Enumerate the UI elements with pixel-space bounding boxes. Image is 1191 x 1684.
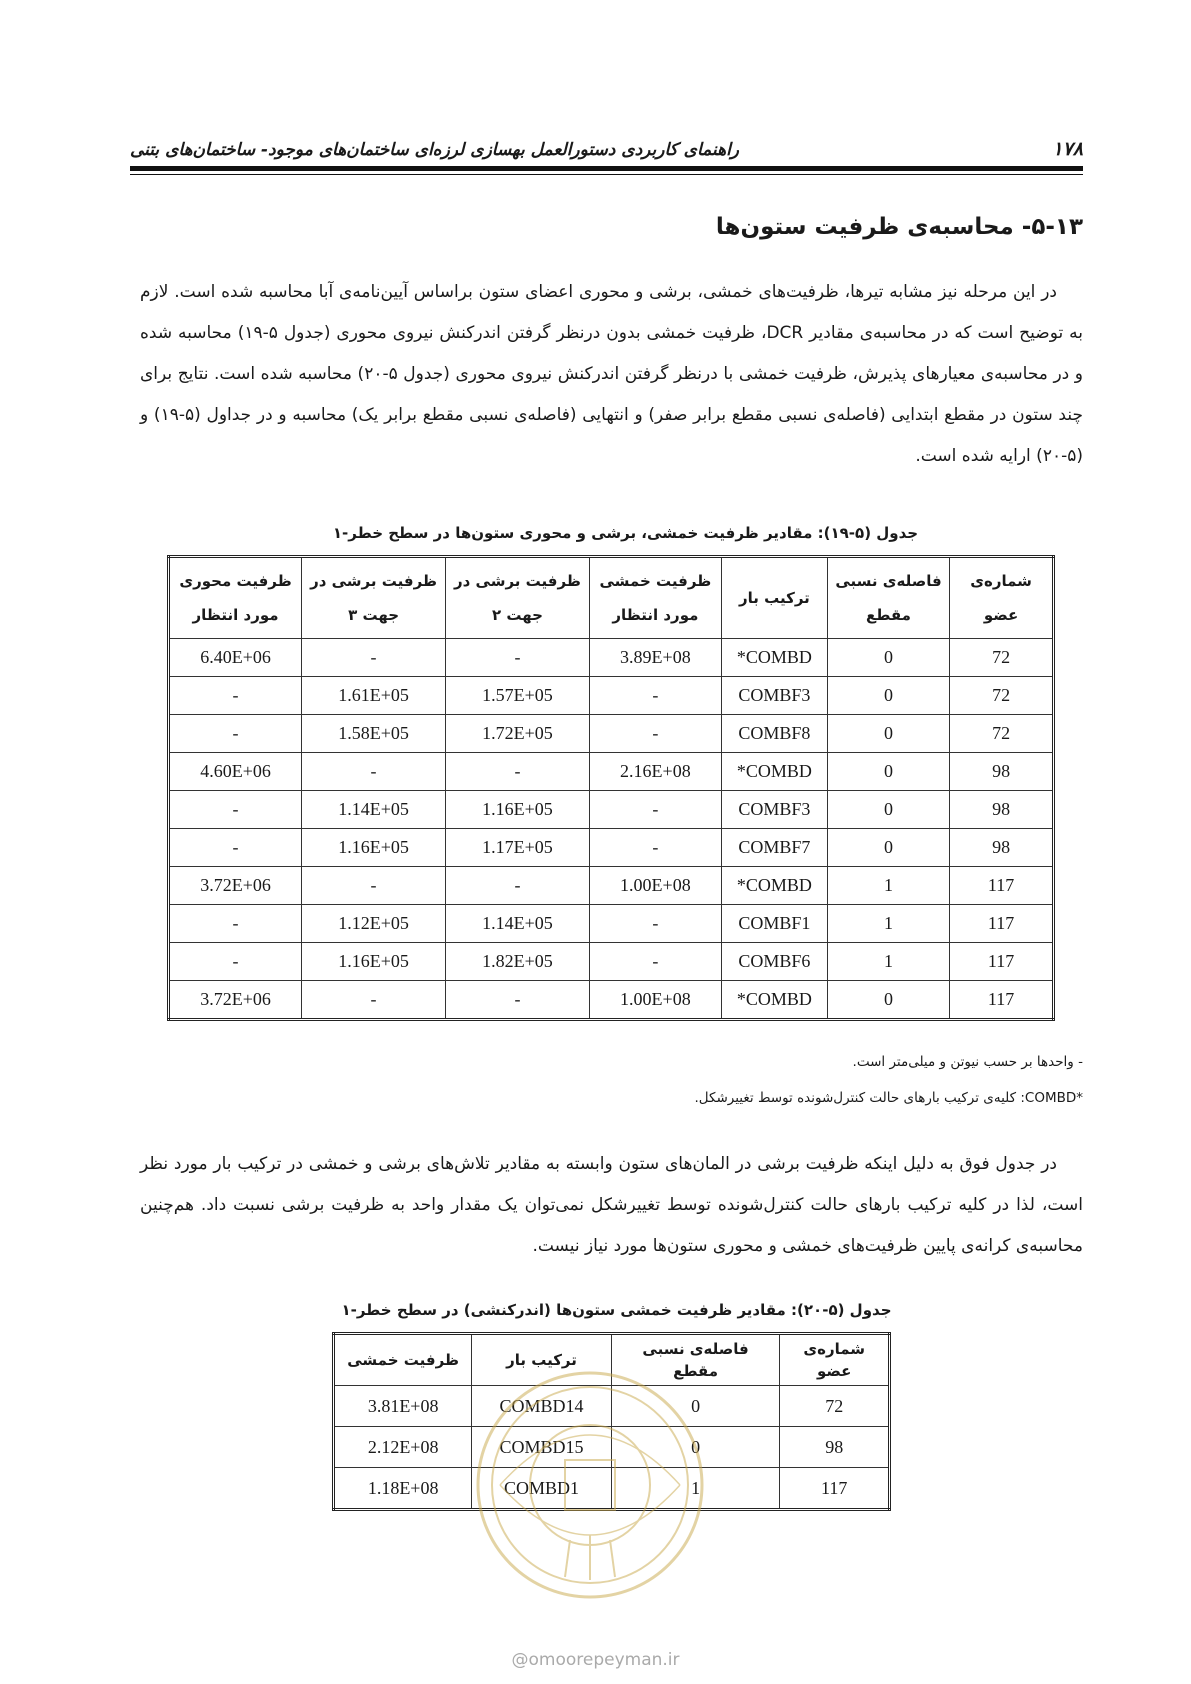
cell-member: 72 (950, 639, 1054, 677)
cell-member: 117 (950, 867, 1054, 905)
cell-shear2: - (446, 639, 590, 677)
cell-flexural: - (589, 677, 721, 715)
cell-shear2: 1.72E+05 (446, 715, 590, 753)
paragraph-explanation: در جدول فوق به دلیل اینکه ظرفیت برشی در المان‌های ستون وابسته به مقادیر تلاش‌های برشی و خمشی در ترکیب بار مورد نظر است، لذا در کلیه ترکیب بارهای حالت کنترل‌شونده توسط تغییرشکل نمی‌توان یک مقدار واحد به ظرفیت برشی نسبت داد. هم‌چنین محاسبه‌ی کرانه‌ی پایین ظرفیت‌های خمشی و محوری ستون‌ها مورد نیاز نیست. (140, 1154, 1083, 1256)
cell-combo: COMBF1 (721, 905, 827, 943)
cell-shear3: 1.14E+05 (302, 791, 446, 829)
cell-flexural: 3.81E+08 (334, 1386, 472, 1427)
cell-distance: 0 (827, 639, 949, 677)
table-row (169, 791, 1054, 829)
cell-shear2: 1.17E+05 (446, 829, 590, 867)
cell-axial: 4.60E+06 (169, 753, 302, 791)
table-row (334, 1427, 890, 1468)
cell-combo: COMBD* (721, 753, 827, 791)
cell-distance: 0 (827, 829, 949, 867)
cell-member: 72 (950, 677, 1054, 715)
cell-axial: 3.72E+06 (169, 981, 302, 1020)
cell-axial: 6.40E+06 (169, 639, 302, 677)
cell-distance: 0 (611, 1427, 780, 1468)
column-capacity-table (167, 555, 1055, 1021)
header-combo: ترکیب بار (721, 557, 827, 639)
cell-combo: COMBD* (721, 639, 827, 677)
cell-combo: COMBD15 (472, 1427, 611, 1468)
cell-combo: COMBF3 (721, 677, 827, 715)
cell-member: 72 (950, 715, 1054, 753)
header-member: شماره‌ی عضو (950, 557, 1054, 639)
table-row (169, 829, 1054, 867)
cell-combo: COMBF8 (721, 715, 827, 753)
cell-shear3: 1.58E+05 (302, 715, 446, 753)
table-row (334, 1386, 890, 1427)
cell-shear3: - (302, 981, 446, 1020)
table1-note-units: - واحدها بر حسب نیوتن و میلی‌متر است. (852, 1054, 1083, 1070)
cell-axial: - (169, 905, 302, 943)
cell-flexural: - (589, 943, 721, 981)
footer-website-text: omoorepeyman.ir (528, 1650, 680, 1670)
cell-member: 117 (950, 905, 1054, 943)
table-row (169, 715, 1054, 753)
table-row (169, 639, 1054, 677)
header-distance: فاصله‌ی نسبی مقطع (827, 557, 949, 639)
cell-axial: - (169, 791, 302, 829)
table2-caption: جدول (۵-۲۰): مقادیر ظرفیت خمشی ستون‌ها (اندرکنشی) در سطح خطر-۱ (341, 1301, 892, 1319)
cell-flexural: - (589, 829, 721, 867)
cell-combo: COMBD14 (472, 1386, 611, 1427)
page-header (130, 120, 1083, 160)
table-header-row (169, 557, 1054, 639)
cell-shear3: 1.61E+05 (302, 677, 446, 715)
cell-member: 72 (780, 1386, 890, 1427)
table-row (169, 677, 1054, 715)
cell-distance: 0 (611, 1386, 780, 1427)
table1-note-combd: *COMBD: کلیه‌ی ترکیب بارهای حالت کنترل‌شونده توسط تغییرشکل. (694, 1090, 1083, 1106)
table-row (169, 867, 1054, 905)
table-row (169, 943, 1054, 981)
table-row (169, 905, 1054, 943)
header-rule-thick (130, 166, 1083, 171)
cell-distance: 0 (827, 715, 949, 753)
header-rule-thin (130, 174, 1083, 175)
cell-combo: COMBD1 (472, 1468, 611, 1510)
table1-caption: جدول (۵-۱۹): مقادیر ظرفیت خمشی، برشی و محوری ستون‌ها در سطح خطر-۱ (332, 524, 919, 542)
cell-shear3: 1.16E+05 (302, 943, 446, 981)
cell-axial: - (169, 715, 302, 753)
cell-flexural: - (589, 905, 721, 943)
cell-shear2: 1.14E+05 (446, 905, 590, 943)
header-flexural: ظرفیت خمشی مورد انتظار (589, 557, 721, 639)
cell-member: 98 (950, 829, 1054, 867)
cell-flexural: - (589, 715, 721, 753)
cell-shear3: - (302, 639, 446, 677)
cell-member: 117 (950, 943, 1054, 981)
cell-shear2: - (446, 753, 590, 791)
cell-combo: COMBF7 (721, 829, 827, 867)
cell-member: 98 (780, 1427, 890, 1468)
cell-shear3: - (302, 867, 446, 905)
cell-shear2: - (446, 867, 590, 905)
cell-flexural: 1.00E+08 (589, 981, 721, 1020)
cell-flexural: 2.16E+08 (589, 753, 721, 791)
cell-distance: 0 (827, 981, 949, 1020)
interaction-flexural-table (332, 1332, 891, 1511)
cell-distance: 0 (827, 753, 949, 791)
cell-flexural: 2.12E+08 (334, 1427, 472, 1468)
cell-member: 98 (950, 753, 1054, 791)
table-row (334, 1468, 890, 1510)
cell-shear3: 1.16E+05 (302, 829, 446, 867)
table-header-row (334, 1334, 890, 1386)
cell-flexural: 3.89E+08 (589, 639, 721, 677)
cell-flexural: 1.00E+08 (589, 867, 721, 905)
cell-member: 98 (950, 791, 1054, 829)
cell-shear3: - (302, 753, 446, 791)
cell-combo: COMBF3 (721, 791, 827, 829)
header-distance: فاصله‌ی نسبی مقطع (611, 1334, 780, 1386)
cell-axial: - (169, 677, 302, 715)
table-row (169, 753, 1054, 791)
cell-shear2: - (446, 981, 590, 1020)
cell-axial: - (169, 943, 302, 981)
cell-combo: COMBD* (721, 981, 827, 1020)
header-flexural: ظرفیت خمشی (334, 1334, 472, 1386)
cell-distance: 0 (827, 791, 949, 829)
cell-flexural: - (589, 791, 721, 829)
cell-axial: - (169, 829, 302, 867)
cell-shear2: 1.57E+05 (446, 677, 590, 715)
cell-distance: 1 (827, 867, 949, 905)
cell-combo: COMBF6 (721, 943, 827, 981)
cell-member: 117 (780, 1468, 890, 1510)
footer-website (0, 1650, 1191, 1670)
header-combo: ترکیب بار (472, 1334, 611, 1386)
header-member: شماره‌ی عضو (780, 1334, 890, 1386)
cell-combo: COMBD* (721, 867, 827, 905)
paragraph-intro: در این مرحله نیز مشابه تیرها، ظرفیت‌های خمشی، برشی و محوری اعضای ستون براساس آیین‌نامه‌ی آبا محاسبه شده است. لازم به توضیح است که در محاسبه‌ی مقادیر DCR، ظرفیت خمشی بدون درنظر گرفتن اندرکنش نیروی محوری (جدول ۵-۱۹) محاسبه شده و در محاسبه‌ی معیارهای پذیرش، ظرفیت خمشی با درنظر گرفتن اندرکنش نیروی محوری (جدول ۵-۲۰) محاسبه شده است. نتایج برای چند ستون در مقطع ابتدایی (فاصله‌ی نسبی مقطع برابر صفر) و انتهایی (فاصله‌ی نسبی مقطع برابر یک) محاسبه و در جداول (۵-۱۹) و (۵-۲۰) ارایه شده است. (140, 282, 1084, 466)
cell-distance: 1 (611, 1468, 780, 1510)
at-icon: @ (511, 1650, 529, 1670)
cell-flexural: 1.18E+08 (334, 1468, 472, 1510)
cell-distance: 1 (827, 905, 949, 943)
cell-shear2: 1.16E+05 (446, 791, 590, 829)
cell-member: 117 (950, 981, 1054, 1020)
table-row (169, 981, 1054, 1020)
cell-shear2: 1.82E+05 (446, 943, 590, 981)
page-number: ۱۷۸ (1052, 138, 1083, 160)
running-title: راهنمای کاربردی دستورالعمل بهسازی لرزه‌ای ساختمان‌های موجود- ساختمان‌های بتنی (130, 140, 740, 160)
cell-distance: 0 (827, 677, 949, 715)
header-shear3: ظرفیت برشی در جهت ۳ (302, 557, 446, 639)
section-title: ۵-۱۳- محاسبه‌ی ظرفیت ستون‌ها (715, 214, 1083, 240)
cell-distance: 1 (827, 943, 949, 981)
header-axial: ظرفیت محوری مورد انتظار (169, 557, 302, 639)
header-shear2: ظرفیت برشی در جهت ۲ (446, 557, 590, 639)
cell-shear3: 1.12E+05 (302, 905, 446, 943)
cell-axial: 3.72E+06 (169, 867, 302, 905)
